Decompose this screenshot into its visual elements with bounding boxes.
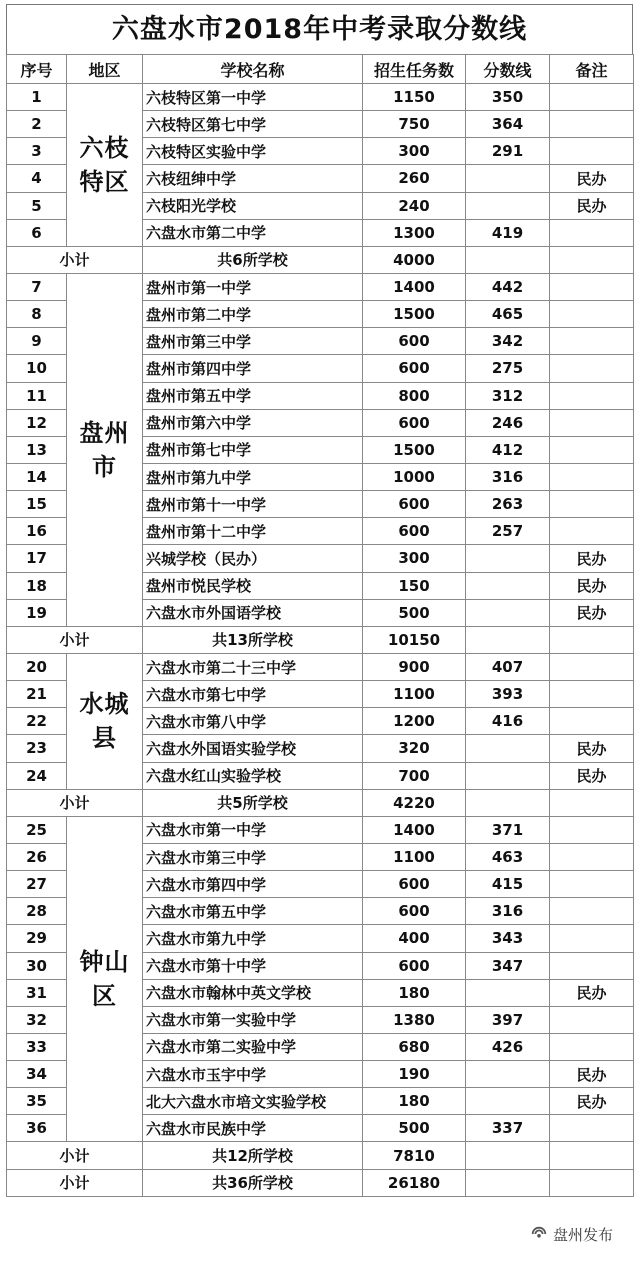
quota-value: 150 bbox=[363, 572, 466, 599]
region-line: 市 bbox=[92, 452, 117, 481]
score-value: 426 bbox=[466, 1033, 550, 1060]
school-name: 盘州市第七中学 bbox=[143, 436, 363, 463]
row-no: 32 bbox=[7, 1006, 67, 1033]
score-value: 463 bbox=[466, 843, 550, 870]
score-value: 350 bbox=[466, 84, 550, 111]
quota-value: 300 bbox=[363, 545, 466, 572]
quota-value: 260 bbox=[363, 165, 466, 192]
quota-value: 1300 bbox=[363, 219, 466, 246]
header-region: 地区 bbox=[67, 55, 143, 84]
table-body bbox=[7, 55, 634, 1197]
subtotal-score bbox=[466, 789, 550, 816]
quota-value: 600 bbox=[363, 355, 466, 382]
table-row bbox=[7, 653, 634, 680]
footer-text: 盘州发布 bbox=[553, 1225, 614, 1244]
total-quota: 26180 bbox=[363, 1169, 466, 1196]
score-value bbox=[466, 599, 550, 626]
note-value bbox=[550, 816, 634, 843]
row-no: 14 bbox=[7, 463, 67, 490]
subtotal-label: 小计 bbox=[7, 246, 143, 273]
row-no: 23 bbox=[7, 735, 67, 762]
school-name: 六盘水红山实验学校 bbox=[143, 762, 363, 789]
score-value: 312 bbox=[466, 382, 550, 409]
table-row bbox=[7, 84, 634, 111]
school-name: 盘州市第五中学 bbox=[143, 382, 363, 409]
subtotal-count: 共6所学校 bbox=[143, 246, 363, 273]
row-no: 16 bbox=[7, 518, 67, 545]
note-value bbox=[550, 843, 634, 870]
quota-value: 1100 bbox=[363, 681, 466, 708]
note-value: 民办 bbox=[550, 572, 634, 599]
score-value bbox=[466, 762, 550, 789]
row-no: 13 bbox=[7, 436, 67, 463]
row-no: 7 bbox=[7, 273, 67, 300]
row-no: 5 bbox=[7, 192, 67, 219]
row-no: 27 bbox=[7, 871, 67, 898]
school-name: 盘州市第三中学 bbox=[143, 328, 363, 355]
total-note bbox=[550, 1169, 634, 1196]
quota-value: 180 bbox=[363, 1088, 466, 1115]
school-name: 六枝特区第七中学 bbox=[143, 111, 363, 138]
school-name: 六盘水市第十中学 bbox=[143, 952, 363, 979]
row-no: 10 bbox=[7, 355, 67, 382]
school-name: 六盘水市外国语学校 bbox=[143, 599, 363, 626]
score-value: 364 bbox=[466, 111, 550, 138]
subtotal-score bbox=[466, 1142, 550, 1169]
total-score bbox=[466, 1169, 550, 1196]
row-no: 26 bbox=[7, 843, 67, 870]
note-value bbox=[550, 681, 634, 708]
region-line: 水城 bbox=[79, 690, 130, 719]
score-value: 257 bbox=[466, 518, 550, 545]
score-value: 412 bbox=[466, 436, 550, 463]
note-value bbox=[550, 382, 634, 409]
quota-value: 500 bbox=[363, 599, 466, 626]
row-no: 28 bbox=[7, 898, 67, 925]
quota-value: 600 bbox=[363, 871, 466, 898]
subtotal-label: 小计 bbox=[7, 626, 143, 653]
school-name: 盘州市悦民学校 bbox=[143, 572, 363, 599]
score-value: 263 bbox=[466, 491, 550, 518]
subtotal-row bbox=[7, 1142, 634, 1169]
subtotal-quota: 7810 bbox=[363, 1142, 466, 1169]
note-value bbox=[550, 328, 634, 355]
note-value bbox=[550, 301, 634, 328]
subtotal-label: 小计 bbox=[7, 1142, 143, 1169]
score-value bbox=[466, 545, 550, 572]
score-value: 415 bbox=[466, 871, 550, 898]
score-sheet bbox=[6, 4, 633, 1197]
school-name: 六盘水市第三中学 bbox=[143, 843, 363, 870]
row-no: 34 bbox=[7, 1061, 67, 1088]
school-name: 兴城学校（民办） bbox=[143, 545, 363, 572]
score-value: 275 bbox=[466, 355, 550, 382]
region-line: 区 bbox=[92, 982, 117, 1011]
row-no: 29 bbox=[7, 925, 67, 952]
score-value: 419 bbox=[466, 219, 550, 246]
note-value bbox=[550, 925, 634, 952]
row-no: 24 bbox=[7, 762, 67, 789]
school-name: 盘州市第四中学 bbox=[143, 355, 363, 382]
region-line: 钟山 bbox=[79, 948, 130, 977]
note-value bbox=[550, 518, 634, 545]
note-value bbox=[550, 898, 634, 925]
school-name: 六盘水市第九中学 bbox=[143, 925, 363, 952]
note-value bbox=[550, 436, 634, 463]
quota-value: 400 bbox=[363, 925, 466, 952]
subtotal-score bbox=[466, 626, 550, 653]
region-cell bbox=[67, 816, 143, 1142]
header-quota: 招生任务数 bbox=[363, 55, 466, 84]
row-no: 31 bbox=[7, 979, 67, 1006]
school-name: 六盘水市翰林中英文学校 bbox=[143, 979, 363, 1006]
note-value: 民办 bbox=[550, 1088, 634, 1115]
quota-value: 500 bbox=[363, 1115, 466, 1142]
quota-value: 600 bbox=[363, 328, 466, 355]
row-no: 11 bbox=[7, 382, 67, 409]
score-value: 342 bbox=[466, 328, 550, 355]
note-value bbox=[550, 409, 634, 436]
note-value bbox=[550, 111, 634, 138]
quota-value: 600 bbox=[363, 491, 466, 518]
table-row bbox=[7, 816, 634, 843]
region-line: 特区 bbox=[79, 167, 130, 196]
subtotal-score bbox=[466, 246, 550, 273]
score-value bbox=[466, 1061, 550, 1088]
note-value bbox=[550, 138, 634, 165]
note-value: 民办 bbox=[550, 192, 634, 219]
quota-value: 1400 bbox=[363, 273, 466, 300]
quota-value: 1380 bbox=[363, 1006, 466, 1033]
score-value: 316 bbox=[466, 898, 550, 925]
row-no: 35 bbox=[7, 1088, 67, 1115]
school-name: 北大六盘水市培文实验学校 bbox=[143, 1088, 363, 1115]
score-value: 347 bbox=[466, 952, 550, 979]
note-value bbox=[550, 84, 634, 111]
table-row bbox=[7, 273, 634, 300]
school-name: 盘州市第二中学 bbox=[143, 301, 363, 328]
subtotal-quota: 4220 bbox=[363, 789, 466, 816]
quota-value: 800 bbox=[363, 382, 466, 409]
row-no: 3 bbox=[7, 138, 67, 165]
row-no: 30 bbox=[7, 952, 67, 979]
total-row bbox=[7, 1169, 634, 1196]
row-no: 1 bbox=[7, 84, 67, 111]
region-line: 六枝 bbox=[79, 133, 130, 162]
note-value: 民办 bbox=[550, 762, 634, 789]
row-no: 12 bbox=[7, 409, 67, 436]
table-header-row bbox=[7, 55, 634, 84]
quota-value: 190 bbox=[363, 1061, 466, 1088]
row-no: 25 bbox=[7, 816, 67, 843]
school-name: 盘州市第十二中学 bbox=[143, 518, 363, 545]
row-no: 4 bbox=[7, 165, 67, 192]
note-value bbox=[550, 952, 634, 979]
subtotal-row bbox=[7, 246, 634, 273]
quota-value: 1150 bbox=[363, 84, 466, 111]
school-name: 六盘水市玉宇中学 bbox=[143, 1061, 363, 1088]
row-no: 9 bbox=[7, 328, 67, 355]
note-value bbox=[550, 871, 634, 898]
total-count: 共36所学校 bbox=[143, 1169, 363, 1196]
row-no: 2 bbox=[7, 111, 67, 138]
quota-value: 1100 bbox=[363, 843, 466, 870]
subtotal-note bbox=[550, 1142, 634, 1169]
school-name: 六盘水市第八中学 bbox=[143, 708, 363, 735]
score-value bbox=[466, 979, 550, 1006]
header-no: 序号 bbox=[7, 55, 67, 84]
row-no: 36 bbox=[7, 1115, 67, 1142]
quota-value: 750 bbox=[363, 111, 466, 138]
school-name: 六盘水市第一实验中学 bbox=[143, 1006, 363, 1033]
quota-value: 600 bbox=[363, 952, 466, 979]
school-name: 六枝纽绅中学 bbox=[143, 165, 363, 192]
score-value: 337 bbox=[466, 1115, 550, 1142]
school-name: 六盘水市民族中学 bbox=[143, 1115, 363, 1142]
score-table bbox=[6, 54, 634, 1197]
row-no: 15 bbox=[7, 491, 67, 518]
quota-value: 600 bbox=[363, 898, 466, 925]
score-value: 416 bbox=[466, 708, 550, 735]
subtotal-note bbox=[550, 246, 634, 273]
quota-value: 1500 bbox=[363, 301, 466, 328]
region-cell bbox=[67, 273, 143, 626]
subtotal-note bbox=[550, 789, 634, 816]
score-value: 397 bbox=[466, 1006, 550, 1033]
quota-value: 240 bbox=[363, 192, 466, 219]
header-note: 备注 bbox=[550, 55, 634, 84]
region-line: 盘州 bbox=[79, 418, 130, 447]
note-value bbox=[550, 219, 634, 246]
note-value bbox=[550, 463, 634, 490]
note-value bbox=[550, 491, 634, 518]
score-value: 465 bbox=[466, 301, 550, 328]
school-name: 六盘水市第二中学 bbox=[143, 219, 363, 246]
score-value bbox=[466, 165, 550, 192]
school-name: 六盘水市第二实验中学 bbox=[143, 1033, 363, 1060]
score-value: 316 bbox=[466, 463, 550, 490]
score-value bbox=[466, 192, 550, 219]
quota-value: 300 bbox=[363, 138, 466, 165]
row-no: 17 bbox=[7, 545, 67, 572]
school-name: 六盘水市第五中学 bbox=[143, 898, 363, 925]
note-value: 民办 bbox=[550, 599, 634, 626]
footer-watermark bbox=[530, 1222, 613, 1246]
note-value bbox=[550, 1033, 634, 1060]
subtotal-label: 小计 bbox=[7, 789, 143, 816]
subtotal-note bbox=[550, 626, 634, 653]
quota-value: 900 bbox=[363, 653, 466, 680]
subtotal-count: 共12所学校 bbox=[143, 1142, 363, 1169]
quota-value: 600 bbox=[363, 518, 466, 545]
quota-value: 1200 bbox=[363, 708, 466, 735]
note-value: 民办 bbox=[550, 735, 634, 762]
subtotal-count: 共5所学校 bbox=[143, 789, 363, 816]
score-value: 291 bbox=[466, 138, 550, 165]
row-no: 6 bbox=[7, 219, 67, 246]
score-value: 246 bbox=[466, 409, 550, 436]
note-value bbox=[550, 653, 634, 680]
quota-value: 700 bbox=[363, 762, 466, 789]
note-value bbox=[550, 1115, 634, 1142]
quota-value: 1500 bbox=[363, 436, 466, 463]
score-value bbox=[466, 735, 550, 762]
score-value: 442 bbox=[466, 273, 550, 300]
school-name: 六枝特区实验中学 bbox=[143, 138, 363, 165]
region-cell bbox=[67, 653, 143, 789]
row-no: 21 bbox=[7, 681, 67, 708]
school-name: 盘州市第九中学 bbox=[143, 463, 363, 490]
total-label: 小计 bbox=[7, 1169, 143, 1196]
quota-value: 1400 bbox=[363, 816, 466, 843]
note-value bbox=[550, 1006, 634, 1033]
row-no: 18 bbox=[7, 572, 67, 599]
school-name: 六盘水市第四中学 bbox=[143, 871, 363, 898]
quota-value: 1000 bbox=[363, 463, 466, 490]
region-cell bbox=[67, 84, 143, 247]
header-score: 分数线 bbox=[466, 55, 550, 84]
score-value: 371 bbox=[466, 816, 550, 843]
quota-value: 180 bbox=[363, 979, 466, 1006]
note-value bbox=[550, 355, 634, 382]
region-line: 县 bbox=[92, 724, 117, 753]
score-value bbox=[466, 1088, 550, 1115]
school-name: 盘州市第六中学 bbox=[143, 409, 363, 436]
quota-value: 320 bbox=[363, 735, 466, 762]
subtotal-quota: 10150 bbox=[363, 626, 466, 653]
subtotal-count: 共13所学校 bbox=[143, 626, 363, 653]
header-school: 学校名称 bbox=[143, 55, 363, 84]
note-value: 民办 bbox=[550, 545, 634, 572]
row-no: 8 bbox=[7, 301, 67, 328]
note-value: 民办 bbox=[550, 979, 634, 1006]
school-name: 六盘水市第一中学 bbox=[143, 816, 363, 843]
school-name: 六枝特区第一中学 bbox=[143, 84, 363, 111]
score-value: 393 bbox=[466, 681, 550, 708]
school-name: 六盘水外国语实验学校 bbox=[143, 735, 363, 762]
school-name: 六盘水市第七中学 bbox=[143, 681, 363, 708]
note-value: 民办 bbox=[550, 1061, 634, 1088]
row-no: 22 bbox=[7, 708, 67, 735]
subtotal-row bbox=[7, 626, 634, 653]
note-value bbox=[550, 708, 634, 735]
subtotal-row bbox=[7, 789, 634, 816]
note-value bbox=[550, 273, 634, 300]
score-value bbox=[466, 572, 550, 599]
wechat-channel-icon bbox=[530, 1225, 548, 1243]
school-name: 六枝阳光学校 bbox=[143, 192, 363, 219]
score-value: 343 bbox=[466, 925, 550, 952]
row-no: 20 bbox=[7, 653, 67, 680]
row-no: 19 bbox=[7, 599, 67, 626]
note-value: 民办 bbox=[550, 165, 634, 192]
row-no: 33 bbox=[7, 1033, 67, 1060]
subtotal-quota: 4000 bbox=[363, 246, 466, 273]
school-name: 盘州市第十一中学 bbox=[143, 491, 363, 518]
school-name: 六盘水市第二十三中学 bbox=[143, 653, 363, 680]
page-title: 六盘水市2018年中考录取分数线 bbox=[6, 4, 633, 54]
school-name: 盘州市第一中学 bbox=[143, 273, 363, 300]
score-value: 407 bbox=[466, 653, 550, 680]
quota-value: 680 bbox=[363, 1033, 466, 1060]
quota-value: 600 bbox=[363, 409, 466, 436]
